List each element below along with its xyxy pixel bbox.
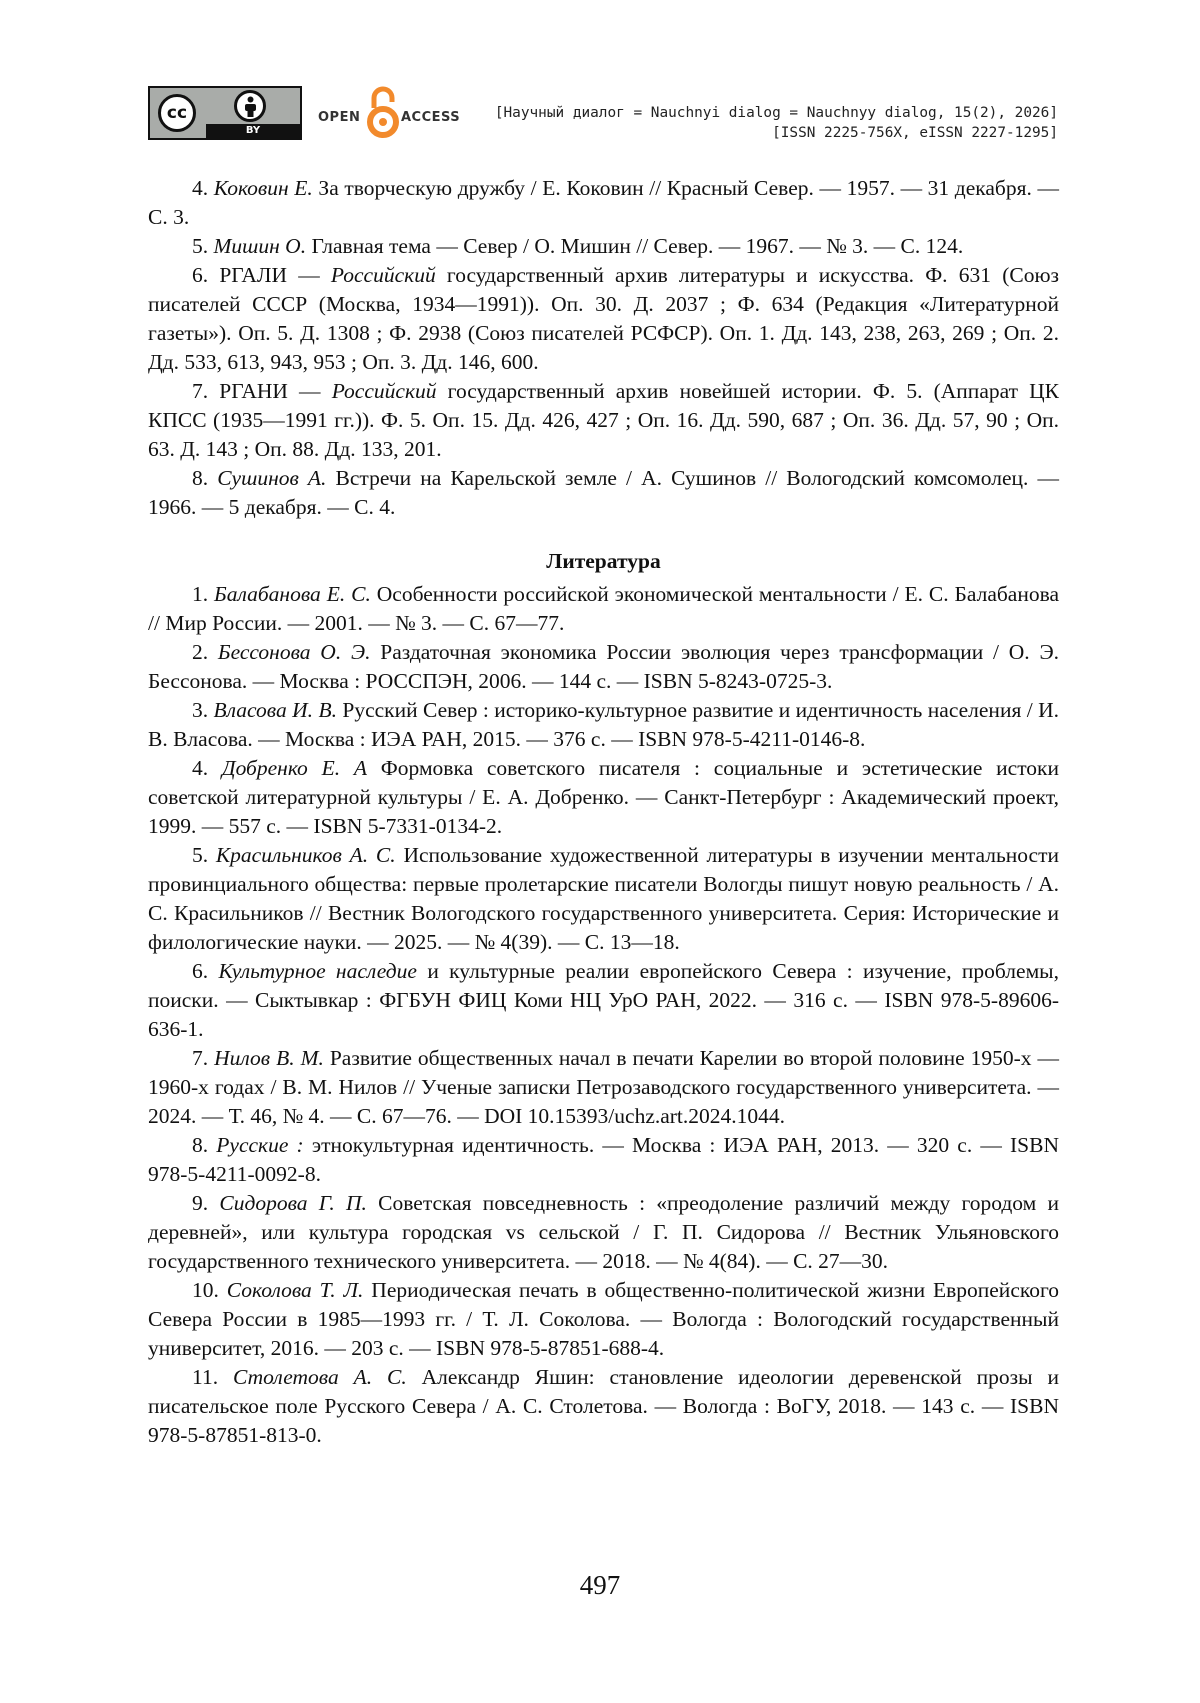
entry-number: 2. — [192, 640, 209, 664]
entry-author: Добренко Е. А — [221, 756, 367, 780]
literature-entry — [148, 638, 1059, 696]
open-access-logo — [318, 86, 468, 140]
entry-author: Российский — [330, 263, 436, 287]
entry-number: 4. — [192, 756, 209, 780]
entry-text: Особенности российской экономической ментальности / Е. С. Балабанова // Мир России. — 2001. — № 3. — С. 67—77. — [148, 582, 1060, 635]
entry-author: Русские : — [216, 1133, 304, 1157]
entry-text: государственный архив новейшей истории. Ф. 5. (Аппарат ЦК КПСС (1935—1991 гг.)). Ф. 5. Оп. 15. Дд. 426, 427 ; Оп. 16. Дд. 590, 687 ; Оп. 36. Дд. 57, 90 ; Оп. 63. Д. 143 ; Оп. 88. Дд. 133, 201. — [148, 379, 1060, 461]
entry-text: За творческую дружбу / Е. Коковин // Красный Север. — 1957. — 31 декабря. — С. 3. — [148, 176, 1059, 229]
page-number: 497 — [579, 1570, 621, 1600]
entry-author: Бессонова О. Э. — [217, 640, 371, 664]
attribution-person-icon — [234, 90, 266, 122]
source-entry — [148, 464, 1059, 522]
entry-text: государственный архив литературы и искусства. Ф. 631 (Союз писателей СССР (Москва, 1934—1991)). Оп. 30. Д. 2037 ; Ф. 634 (Редакция «Литературной газеты»). Оп. 5. Д. 1308 ; Ф. 2938 (Союз писателей РСФСР). Оп. 1. Дд. 143, 238, 263, 269 ; Оп. 2. Дд. 533, 613, 943, 953 ; Оп. 3. Дд. 146, 600. — [148, 263, 1059, 374]
entry-text: Развитие общественных начал в печати Карелии во второй половине 1950-х — 1960-х годах / В. М. Нилов // Ученые записки Петрозаводского государственного университета. — 2024. — Т. 46, № 4. — С. 67—76. — DOI 10.15393/uchz.art.2024.1044. — [148, 1046, 1060, 1128]
by-label: BY — [206, 124, 300, 138]
entry-text: этнокультурная идентичность. — Москва : ИЭА РАН, 2013. — 320 с. — ISBN 978-5-4211-0092-8. — [148, 1133, 1060, 1186]
entry-number: 6. РГАЛИ — — [192, 263, 320, 287]
entry-author: Нилов В. М. — [214, 1046, 324, 1070]
entry-text: Александр Яшин: становление идеологии деревенской прозы и писательское поле Русского Севера / А. С. Столетова. — Вологда : ВоГУ, 2018. — 143 с. — ISBN 978-5-87851-813-0. — [148, 1365, 1060, 1447]
literature-entry — [148, 1363, 1059, 1450]
entry-text: Периодическая печать в общественно-политической жизни Европейского Севера России в 1985—1993 гг. / Т. Л. Соколова. — Вологда : Вологодский государственный университет, 2016. — 203 с. — ISBN 978-5-87851-688-4. — [148, 1278, 1059, 1360]
entry-number: 7. — [192, 1046, 209, 1070]
entry-text: Раздаточная экономика России эволюция через трансформации / О. Э. Бессонова. — Москва : РОССПЭН, 2006. — 144 с. — ISBN 5-8243-0725-3. — [148, 640, 1060, 693]
entry-number: 3. — [192, 698, 209, 722]
literature-entry — [148, 957, 1059, 1044]
literature-entry — [148, 580, 1059, 638]
issn-line: [ISSN 2225-756X, eISSN 2227-1295] — [772, 125, 1058, 141]
entry-text: Главная тема — Север / О. Мишин // Север. — 1967. — № 3. — С. 124. — [311, 234, 964, 258]
literature-list — [148, 580, 1059, 1450]
entry-text: Формовка советского писателя : социальные и эстетические истоки советской литературной культуры / Е. А. Добренко. — Санкт-Петербург : Академический проект, 1999. — 557 с. — ISBN 5-7331-0134-2. — [148, 756, 1060, 838]
source-entry — [148, 377, 1059, 464]
literature-heading: Литература — [546, 549, 661, 573]
entry-author: Мишин О. — [213, 234, 307, 258]
entry-number: 1. — [192, 582, 209, 606]
open-access-text-right: ACCESS — [401, 110, 461, 125]
entry-number: 10. — [192, 1278, 219, 1302]
entry-author: Сушинов А. — [217, 466, 327, 490]
entry-number: 8. — [192, 1133, 209, 1157]
entry-number: 7. РГАНИ — — [192, 379, 321, 403]
entry-number: 9. — [192, 1191, 209, 1215]
entry-author: Соколова Т. Л. — [226, 1278, 364, 1302]
entry-text: Использование художественной литературы в изучении ментальности провинциального общества: первые пролетарские писатели Вологды пишут новую реальность / А. С. Красильников // Вестник Вологодского государственного университета. Серия: Исторические и филологические науки. — 2025. — № 4(39). — С. 13—18. — [148, 843, 1059, 954]
entry-number: 8. — [192, 466, 209, 490]
literature-entry — [148, 1276, 1059, 1363]
entry-author: Сидорова Г. П. — [219, 1191, 367, 1215]
entry-number: 5. — [192, 234, 209, 258]
entry-text: Русский Север : историко-культурное развитие и идентичность населения / И. В. Власова. — Москва : ИЭА РАН, 2015. — 376 с. — ISBN 978-5-4211-0146-8. — [148, 698, 1060, 751]
entry-author: Красильников А. С. — [215, 843, 396, 867]
sources-list — [148, 174, 1059, 522]
entry-text: и культурные реалии европейского Севера : изучение, проблемы, поиски. — Сыктывкар : ФГБУН ФИЦ Коми НЦ УрО РАН, 2022. — 316 с. — ISBN 978-5-89606-636-1. — [148, 959, 1059, 1041]
entry-text: Советская повседневность : «преодоление различий между городом и деревней», или культура городская vs сельской / Г. П. Сидорова // Вестник Ульяновского государственного технического университета. — 2018. — № 4(84). — С. 27—30. — [148, 1191, 1060, 1273]
entry-author: Столетова А. С. — [232, 1365, 407, 1389]
entry-author: Власова И. В. — [213, 698, 337, 722]
literature-entry — [148, 1044, 1059, 1131]
open-access-text-left: OPEN — [318, 110, 361, 125]
literature-entry — [148, 841, 1059, 957]
journal-citation — [495, 103, 1058, 143]
article-body — [148, 174, 1059, 1450]
entry-text: Встречи на Карельской земле / А. Сушинов // Вологодский комсомолец. — 1966. — 5 декабря. — С. 4. — [148, 466, 1059, 519]
entry-number: 11. — [192, 1365, 219, 1389]
entry-number: 5. — [192, 843, 209, 867]
source-entry — [148, 232, 1059, 261]
entry-number: 6. — [192, 959, 209, 983]
source-entry — [148, 261, 1059, 377]
entry-author: Российский — [331, 379, 437, 403]
cc-by-license-badge[interactable] — [148, 86, 302, 140]
literature-entry — [148, 696, 1059, 754]
literature-entry — [148, 1189, 1059, 1276]
entry-author: Балабанова Е. С. — [214, 582, 371, 606]
entry-author: Культурное наследие — [218, 959, 417, 983]
literature-entry — [148, 754, 1059, 841]
entry-author: Коковин Е. — [213, 176, 313, 200]
open-access-lock-icon — [366, 86, 400, 140]
literature-entry — [148, 1131, 1059, 1189]
source-entry — [148, 174, 1059, 232]
journal-citation-line: [Научный диалог = Nauchnyi dialog = Nauchnyy dialog, 15(2), 2026] — [494, 105, 1058, 121]
cc-icon: cc — [158, 94, 196, 132]
page-header — [148, 86, 1058, 140]
entry-number: 4. — [192, 176, 209, 200]
